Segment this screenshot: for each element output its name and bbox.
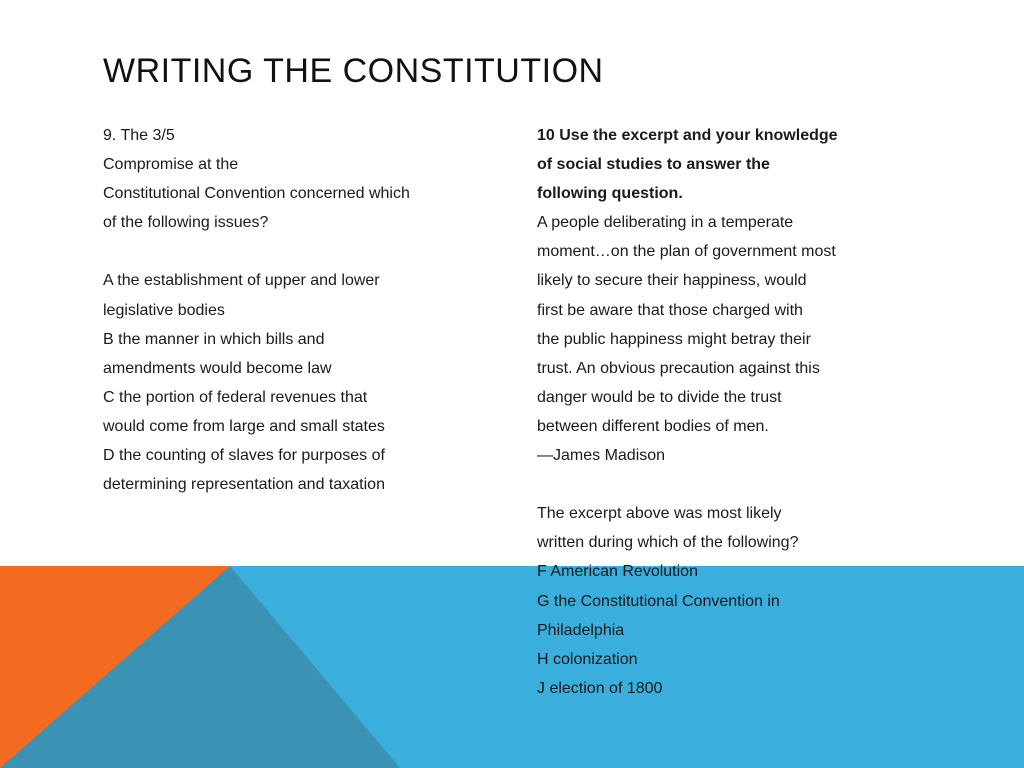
q10-option-h: [537, 645, 937, 674]
q9-option-c: [103, 383, 503, 412]
excerpt-line: moment…on the plan of government most: [537, 243, 836, 261]
option-text: election of 1800: [549, 679, 663, 697]
q10-intro-line: of social studies to answer the: [537, 156, 770, 174]
option-letter: H: [537, 650, 549, 668]
q10-question-line: written during which of the following?: [537, 534, 799, 552]
q9-option-d-cont: determining representation and taxation: [103, 476, 385, 494]
q9-stem-line: Compromise at the: [103, 156, 239, 174]
q10-question-line: The excerpt above was most likely: [537, 505, 782, 523]
q9-option-d: [103, 441, 503, 470]
q10-option-g-cont: Philadelphia: [537, 621, 625, 639]
excerpt-line: danger would be to divide the trust: [537, 388, 782, 406]
q9-option-c-cont: would come from large and small states: [103, 417, 385, 435]
option-text: colonization: [553, 650, 638, 668]
option-text: the counting of slaves for purposes of: [119, 447, 385, 465]
option-text: American Revolution: [550, 563, 698, 581]
option-letter: C: [103, 388, 115, 406]
excerpt-line: the public happiness might betray their: [537, 330, 811, 348]
option-letter: A: [103, 272, 113, 290]
option-letter: F: [537, 563, 547, 581]
q9-option-a-cont: legislative bodies: [103, 301, 225, 319]
q10-option-g: [537, 587, 937, 616]
q9-stem-line: 9. The 3/5: [103, 127, 175, 144]
excerpt-line: between different bodies of men.: [537, 417, 769, 435]
q9-option-b: [103, 325, 503, 354]
option-text: the manner in which bills and: [118, 330, 325, 348]
excerpt-line: first be aware that those charged with: [537, 301, 803, 319]
q10-option-f: [537, 557, 937, 586]
q10-intro-line: 10 Use the excerpt and your knowledge: [537, 127, 838, 144]
question-10-column: [537, 121, 937, 703]
slide-title: WRITING THE CONSTITUTION: [103, 52, 604, 90]
option-letter: B: [103, 330, 114, 348]
option-letter: G: [537, 592, 550, 610]
option-letter: J: [537, 679, 545, 697]
blank-line: [537, 470, 937, 499]
excerpt-line: likely to secure their happiness, would: [537, 272, 807, 290]
question-9-column: [103, 121, 503, 499]
q9-option-b-cont: amendments would become law: [103, 359, 332, 377]
q9-option-a: [103, 266, 503, 295]
q10-option-j: [537, 674, 937, 703]
option-text: the Constitutional Convention in: [553, 592, 780, 610]
excerpt-line: A people deliberating in a temperate: [537, 214, 794, 232]
excerpt-attribution: —James Madison: [537, 447, 666, 465]
q9-stem-line: of the following issues?: [103, 214, 269, 232]
blank-line: [103, 237, 503, 266]
q9-stem-line: Constitutional Convention concerned which: [103, 185, 410, 203]
option-letter: D: [103, 447, 115, 465]
q10-intro-line: following question.: [537, 185, 683, 203]
option-text: the portion of federal revenues that: [119, 388, 368, 406]
excerpt-line: trust. An obvious precaution against this: [537, 359, 820, 377]
option-text: the establishment of upper and lower: [117, 272, 380, 290]
